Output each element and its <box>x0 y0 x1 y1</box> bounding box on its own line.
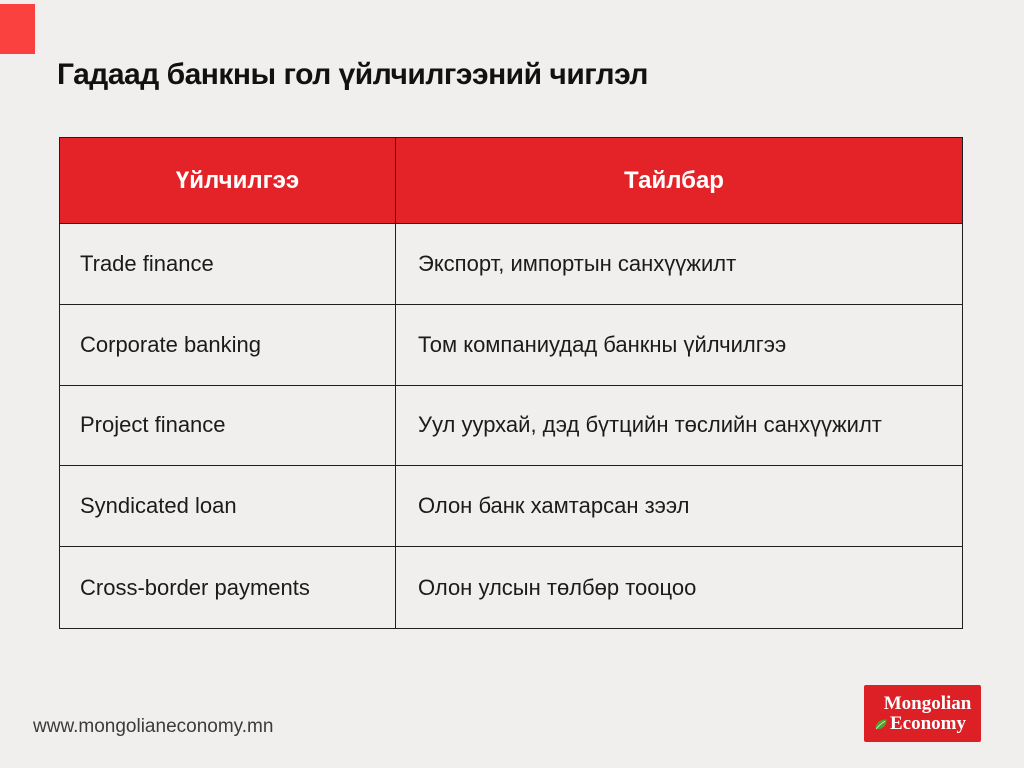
table-row-cell-description: Экспорт, импортын санхүүжилт <box>396 224 962 305</box>
table-row-cell-service: Trade finance <box>60 224 396 305</box>
logo-text-line2-wrap <box>879 714 966 734</box>
website-url: www.mongolianeconomy.mn <box>33 716 274 737</box>
leaf-icon <box>873 716 889 732</box>
table-row-cell-description: Олон улсын төлбөр тооцоо <box>418 574 697 600</box>
table-row-cell-service: Corporate banking <box>60 305 396 386</box>
logo-text-line2: Economy <box>890 712 966 734</box>
table-row-cell-service: Cross-border payments <box>60 547 396 628</box>
services-table <box>59 137 963 629</box>
table-header-description: Тайлбар <box>396 138 962 224</box>
corner-accent <box>0 4 35 54</box>
table-header-service: Үйлчилгээ <box>60 138 396 224</box>
table-row-cell-description: Олон банк хамтарсан зээл <box>396 466 962 547</box>
mongolian-economy-logo <box>864 685 981 742</box>
table-row-cell-description: Том компаниудад банкны үйлчилгээ <box>396 305 962 386</box>
table-row-cell-service: Project finance <box>60 386 396 467</box>
page-title: Гадаад банкны гол үйлчилгээний чиглэл <box>57 58 648 91</box>
table-row-cell-service: Syndicated loan <box>60 466 396 547</box>
logo-text-line1: Mongolian <box>883 692 972 714</box>
table-row-cell-description: Уул уурхай, дэд бүтцийн төслийн санхүүжилт <box>396 386 962 467</box>
